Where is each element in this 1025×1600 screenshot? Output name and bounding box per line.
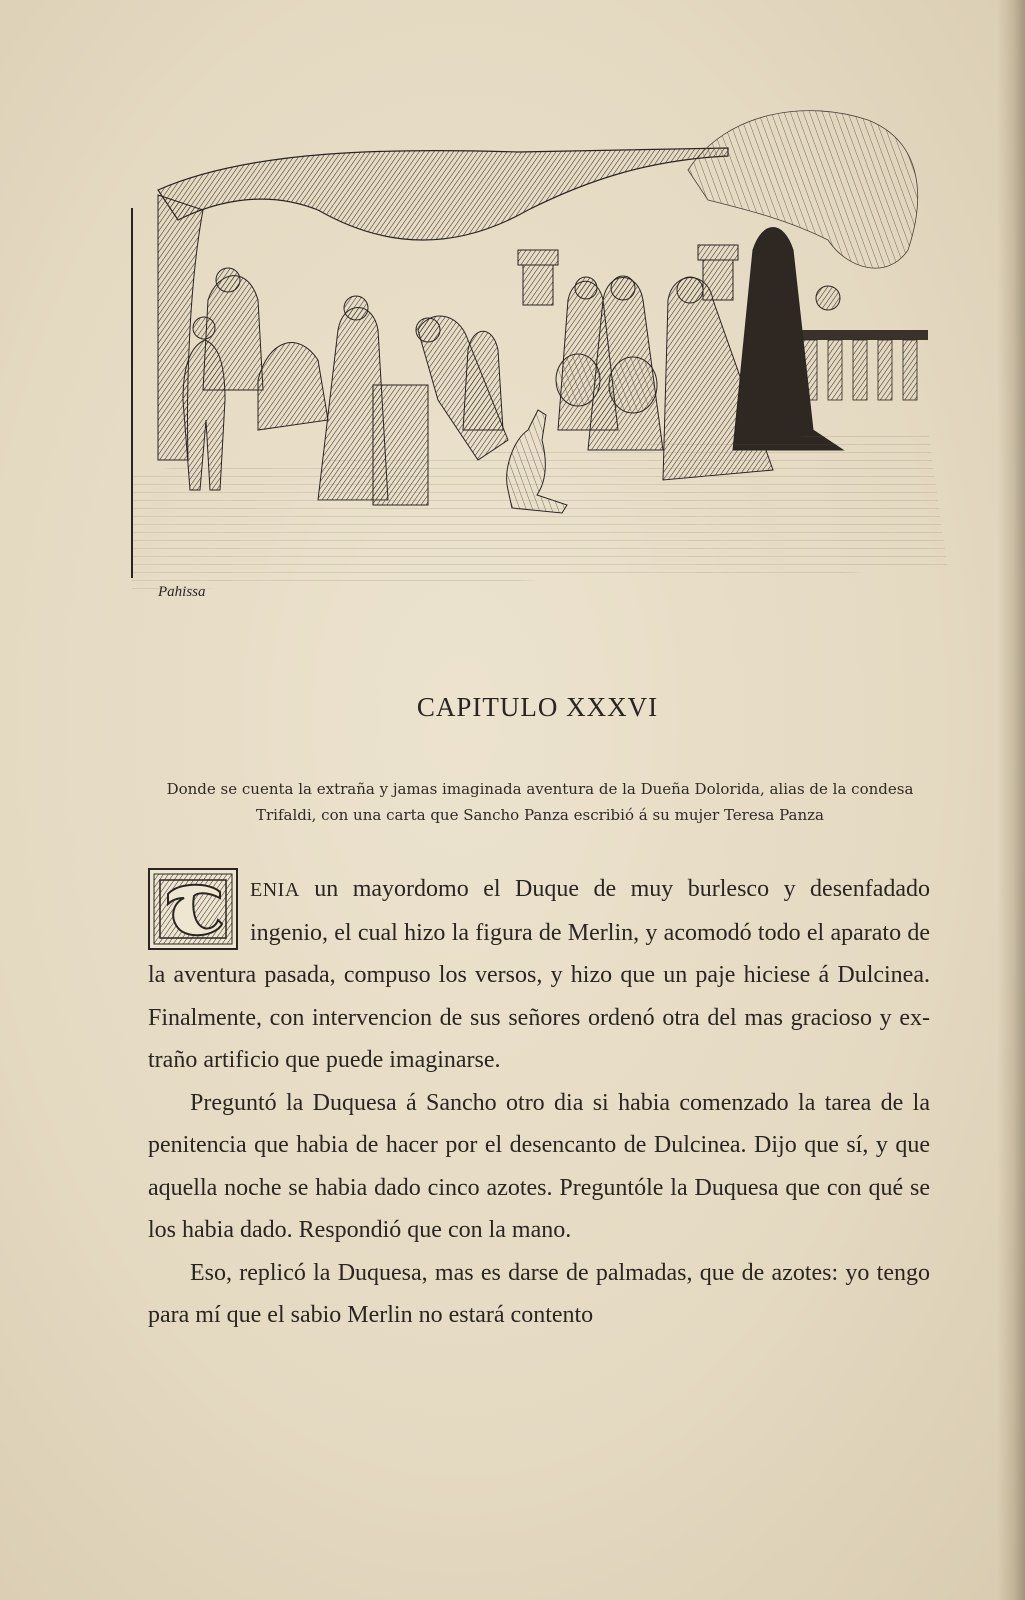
- chapter-summary: [150, 776, 930, 828]
- page-gutter-shadow: [997, 0, 1025, 1600]
- illustration-signature: Pahissa: [158, 584, 206, 600]
- paragraph-1-text: un mayordomo el Duque de muy burlesco y desenfadado ingenio, el cual hizo la figura de Merlin, y acomodó todo el aparato de la aventura pasada, compuso los versos, y hizo que un paje hiciese á Dulcinea. Finalmente, con intervencion de sus señores ordenó otra del mas gracioso y extraño artificio que puede imaginarse.: [148, 876, 930, 1073]
- paragraph-1-smallcaps: ENIA: [250, 879, 300, 901]
- chapter-body: [148, 868, 930, 1337]
- drop-cap-letter: T: [192, 916, 194, 917]
- chapter-summary-line-1: Donde se cuenta la extraña y jamas imaginada aventura de la Dueña Dolorida, alias de la condesa: [166, 780, 914, 798]
- engraved-illustration: [128, 100, 948, 620]
- paragraph-3: Eso, replicó la Duquesa, mas es darse de palmadas, que de azotes: yo tengo para mí que el sabio Merlin no estará contento: [148, 1259, 930, 1328]
- drop-cap-initial: [148, 868, 238, 950]
- paragraph-2: Preguntó la Duquesa á Sancho otro dia si habia comenzado la tarea de la penitencia que habia de hacer por el desencanto de Dulcinea. Dijo que sí, y que aquella noche se habia dado cinco azotes. Preguntóle la Duquesa que con qué se los habia dado. Respondió que con la mano.: [148, 1089, 930, 1243]
- paragraph-1: [148, 868, 930, 1082]
- chapter-title: CAPITULO XXXVI: [416, 692, 659, 722]
- chapter-summary-line-2: Trifaldi, con una carta que Sancho Panza escribió á su mujer Teresa Panza: [255, 806, 824, 824]
